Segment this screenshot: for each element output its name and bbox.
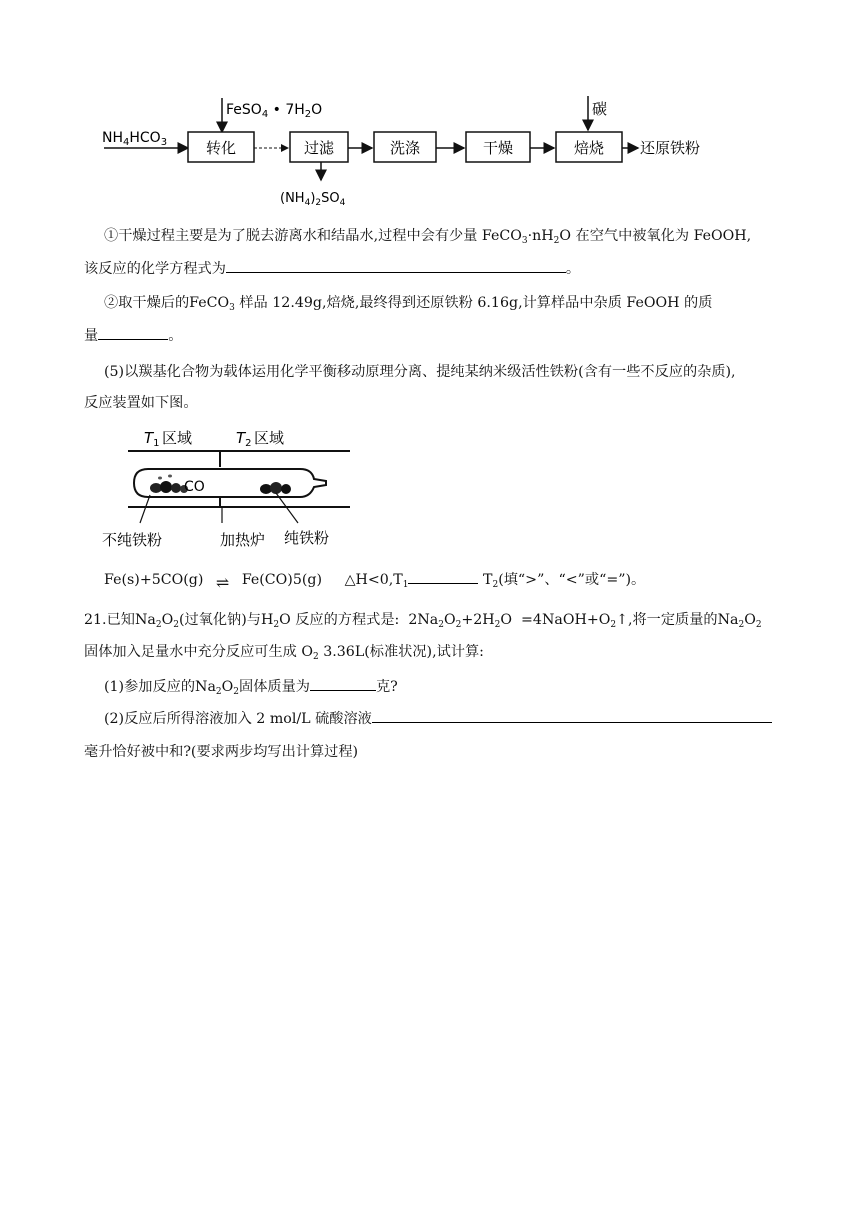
impure-iron-label: 不纯铁粉 (102, 531, 163, 549)
svg-text:T2: $T_2$ (236, 429, 252, 449)
process-flowchart (90, 92, 730, 212)
answer-blank[interactable] (372, 708, 772, 723)
feso4-label: FeSO$_4$ • $7H_2O$ (226, 102, 323, 120)
answer-blank[interactable] (226, 258, 566, 273)
q4-1-line1: ①干燥过程主要是为了脱去游离水和结晶水,过程中会有少量 $FeCO_3\cdot nH_2O$ 在空气中被氧化为 FeOOH, (104, 228, 752, 246)
nh4-2so4-label: $(NH_4)_2SO_4$ (280, 191, 346, 208)
step-roast: 焙烧 (573, 139, 605, 157)
q21-sub2: (2)反应后所得溶液加入 2 mol/L 硫酸溶液 (104, 708, 772, 729)
nh4hco3-label: $NH_4HCO_3$ (102, 130, 168, 148)
step-convert: 转化 (205, 139, 237, 157)
circle-num: ① (104, 228, 119, 244)
reversible-arrow-icon: ⇌ (215, 573, 230, 592)
t1-zone-label: 区域 (162, 429, 193, 447)
apparatus-diagram (100, 425, 360, 555)
step-wash: 洗涤 (389, 139, 421, 157)
q21-line1: 21.已知$Na_2O_2$(过氧化钠)与$H_2O$ 反应的方程式是: $2Na_2O_2+2H_2O$ $=4NaOH+O_2↑$,将一定质量的$Na_2O_2$ (84, 612, 762, 630)
q5-line1: (5)以羰基化合物为载体运用化学平衡移动原理分离、提纯某纳米级活性铁粉(含有一些不反应的杂质), (104, 364, 736, 380)
co-label: CO (184, 479, 205, 495)
furnace-label: 加热炉 (220, 531, 266, 549)
equilibrium-equation: Fe(s)+5CO(g) ⇌ Fe(CO)5(g) $\triangle H<0,T_1$ $T_2$(填“>”、“<”或“=”)。 (104, 569, 645, 593)
q21-sub2-line2: 毫升恰好被中和?(要求两步均写出计算过程) (84, 744, 359, 760)
carbon-label: 碳 (592, 100, 608, 118)
q4-2-line2: 量 。 (84, 325, 182, 346)
q21-line2: 固体加入足量水中充分反应可生成 $O_2$ 3.36L(标准状况),试计算: (84, 644, 484, 662)
step-dry: 干燥 (482, 139, 514, 157)
answer-blank[interactable] (408, 569, 478, 584)
answer-blank[interactable] (310, 676, 376, 691)
t2-zone-label: 区域 (254, 429, 285, 447)
pure-iron-label: 纯铁粉 (284, 529, 330, 547)
step-filter: 过滤 (303, 139, 335, 157)
q5-line2: 反应装置如下图。 (84, 395, 198, 411)
q21-sub1: (1)参加反应的$Na_2O_2$固体质量为 克? (104, 676, 398, 697)
q4-2-line1: ②取干燥后的FeCO$_3$ 样品 12.49g,焙烧,最终得到还原铁粉 6.16g,计算样品中杂质 FeOOH 的质 (104, 295, 713, 313)
answer-blank[interactable] (98, 325, 168, 340)
q4-1-line2: 该反应的化学方程式为 。 (84, 258, 580, 279)
svg-text:T1: $T_1$ (144, 429, 160, 449)
reduced-iron-label: 还原铁粉 (640, 139, 701, 157)
